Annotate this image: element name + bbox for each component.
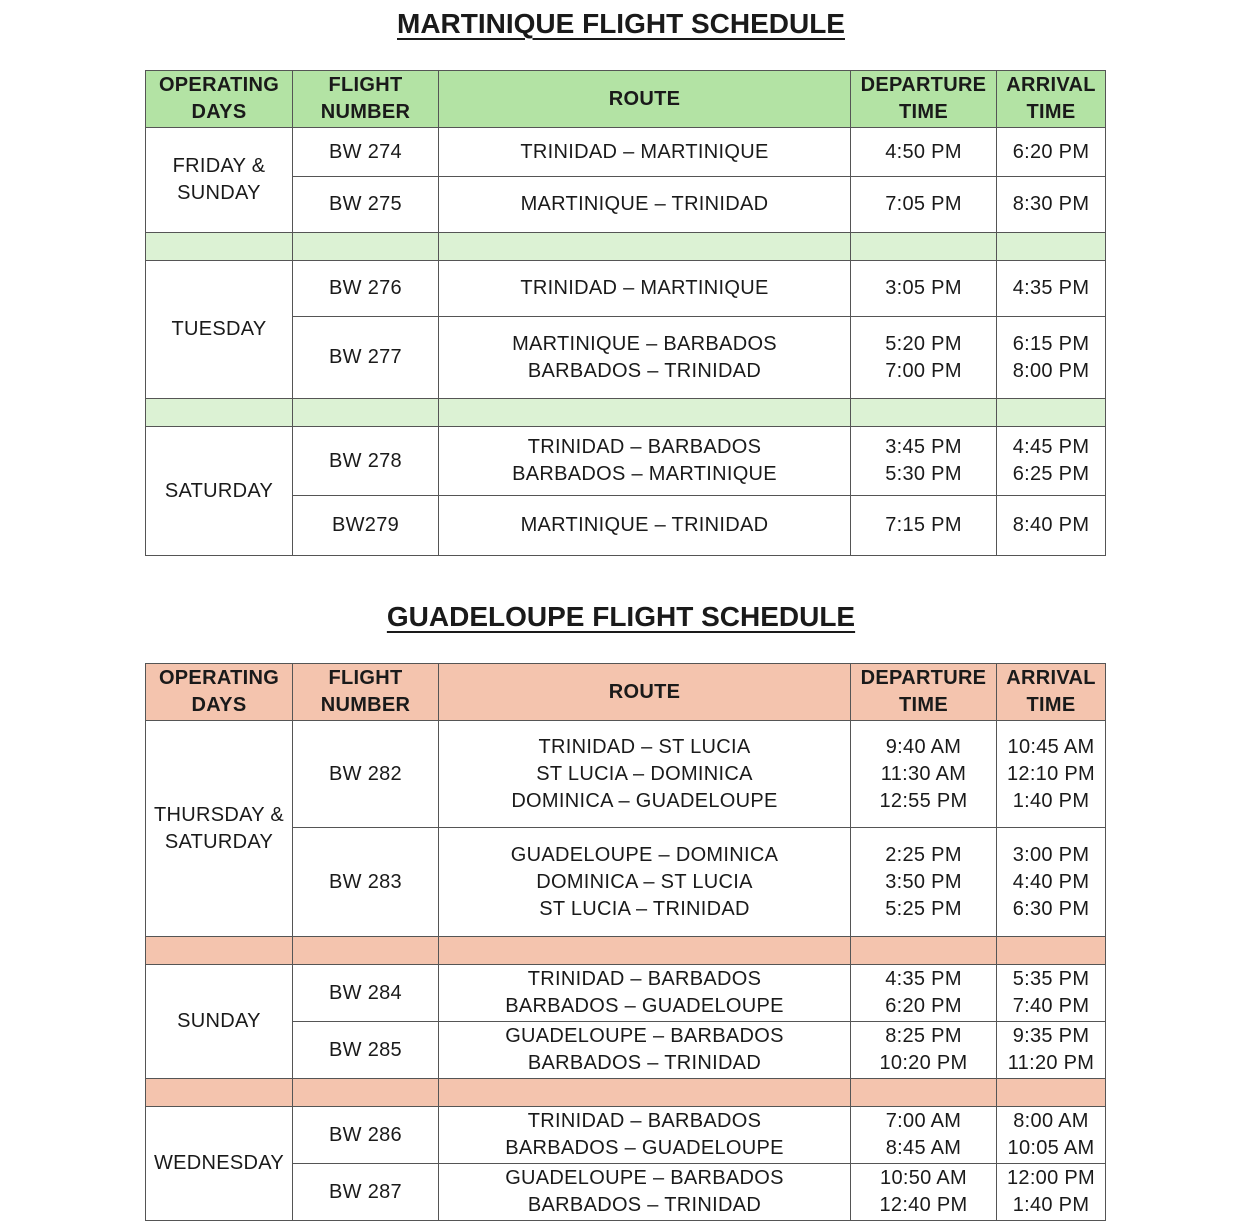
departure-time-cell: 5:20 PM 7:00 PM [851, 317, 997, 399]
operating-days-cell: THURSDAY & SATURDAY [146, 721, 293, 937]
flight-number-cell: BW 277 [293, 317, 439, 399]
header-flight-number: FLIGHT NUMBER [293, 71, 439, 128]
arrival-time-cell: 10:45 AM 12:10 PM 1:40 PM [997, 721, 1106, 828]
route-cell: TRINIDAD – MARTINIQUE [439, 128, 851, 177]
table-header-row [146, 664, 1106, 721]
separator-row [146, 233, 1106, 261]
departure-time-cell: 8:25 PM 10:20 PM [851, 1022, 997, 1079]
flight-number-cell: BW 282 [293, 721, 439, 828]
arrival-time-cell: 6:15 PM 8:00 PM [997, 317, 1106, 399]
departure-time-cell: 3:05 PM [851, 261, 997, 317]
route-cell: GUADELOUPE – DOMINICA DOMINICA – ST LUCIA ST LUCIA – TRINIDAD [439, 828, 851, 937]
route-cell: GUADELOUPE – BARBADOS BARBADOS – TRINIDAD [439, 1164, 851, 1221]
flight-number-cell: BW 284 [293, 965, 439, 1022]
operating-days-cell: WEDNESDAY [146, 1107, 293, 1221]
table-row [146, 128, 1106, 177]
arrival-time-cell: 9:35 PM 11:20 PM [997, 1022, 1106, 1079]
departure-time-cell: 10:50 AM 12:40 PM [851, 1164, 997, 1221]
departure-time-cell: 4:50 PM [851, 128, 997, 177]
operating-days-cell: SUNDAY [146, 965, 293, 1079]
guadeloupe-schedule-table [145, 663, 1106, 1221]
table-row [146, 261, 1106, 317]
route-cell: GUADELOUPE – BARBADOS BARBADOS – TRINIDAD [439, 1022, 851, 1079]
header-operating-days: OPERATING DAYS [146, 664, 293, 721]
martinique-schedule-table [145, 70, 1106, 556]
arrival-time-cell: 5:35 PM 7:40 PM [997, 965, 1106, 1022]
flight-number-cell: BW279 [293, 496, 439, 556]
departure-time-cell: 2:25 PM 3:50 PM 5:25 PM [851, 828, 997, 937]
departure-time-cell: 7:00 AM 8:45 AM [851, 1107, 997, 1164]
operating-days-cell: TUESDAY [146, 261, 293, 399]
route-cell: TRINIDAD – BARBADOS BARBADOS – MARTINIQUE [439, 427, 851, 496]
arrival-time-cell: 12:00 PM 1:40 PM [997, 1164, 1106, 1221]
route-cell: TRINIDAD – ST LUCIA ST LUCIA – DOMINICA DOMINICA – GUADELOUPE [439, 721, 851, 828]
martinique-title: MARTINIQUE FLIGHT SCHEDULE [397, 8, 845, 39]
flight-number-cell: BW 286 [293, 1107, 439, 1164]
departure-time-cell: 9:40 AM 11:30 AM 12:55 PM [851, 721, 997, 828]
arrival-time-cell: 3:00 PM 4:40 PM 6:30 PM [997, 828, 1106, 937]
operating-days-cell: FRIDAY & SUNDAY [146, 128, 293, 233]
flight-number-cell: BW 276 [293, 261, 439, 317]
flight-number-cell: BW 275 [293, 177, 439, 233]
route-cell: MARTINIQUE – BARBADOS BARBADOS – TRINIDAD [439, 317, 851, 399]
flight-number-cell: BW 278 [293, 427, 439, 496]
departure-time-cell: 7:05 PM [851, 177, 997, 233]
departure-time-cell: 3:45 PM 5:30 PM [851, 427, 997, 496]
table-row [146, 721, 1106, 828]
table-row [146, 1107, 1106, 1164]
header-departure-time: DEPARTURE TIME [851, 71, 997, 128]
header-departure-time: DEPARTURE TIME [851, 664, 997, 721]
flight-number-cell: BW 274 [293, 128, 439, 177]
header-arrival-time: ARRIVAL TIME [997, 71, 1106, 128]
separator-row [146, 399, 1106, 427]
route-cell: TRINIDAD – MARTINIQUE [439, 261, 851, 317]
arrival-time-cell: 4:35 PM [997, 261, 1106, 317]
header-route: ROUTE [439, 71, 851, 128]
departure-time-cell: 7:15 PM [851, 496, 997, 556]
table-row [146, 427, 1106, 496]
header-arrival-time: ARRIVAL TIME [997, 664, 1106, 721]
header-operating-days: OPERATING DAYS [146, 71, 293, 128]
table-row [146, 965, 1106, 1022]
arrival-time-cell: 8:00 AM 10:05 AM [997, 1107, 1106, 1164]
header-flight-number: FLIGHT NUMBER [293, 664, 439, 721]
arrival-time-cell: 6:20 PM [997, 128, 1106, 177]
table-header-row [146, 71, 1106, 128]
arrival-time-cell: 4:45 PM 6:25 PM [997, 427, 1106, 496]
guadeloupe-title: GUADELOUPE FLIGHT SCHEDULE [386, 601, 856, 632]
arrival-time-cell: 8:40 PM [997, 496, 1106, 556]
separator-row [146, 937, 1106, 965]
operating-days-cell: SATURDAY [146, 427, 293, 556]
flight-number-cell: BW 283 [293, 828, 439, 937]
departure-time-cell: 4:35 PM 6:20 PM [851, 965, 997, 1022]
arrival-time-cell: 8:30 PM [997, 177, 1106, 233]
flight-number-cell: BW 285 [293, 1022, 439, 1079]
route-cell: MARTINIQUE – TRINIDAD [439, 177, 851, 233]
route-cell: TRINIDAD – BARBADOS BARBADOS – GUADELOUPE [439, 965, 851, 1022]
separator-row [146, 1079, 1106, 1107]
header-route: ROUTE [439, 664, 851, 721]
route-cell: TRINIDAD – BARBADOS BARBADOS – GUADELOUPE [439, 1107, 851, 1164]
flight-number-cell: BW 287 [293, 1164, 439, 1221]
route-cell: MARTINIQUE – TRINIDAD [439, 496, 851, 556]
